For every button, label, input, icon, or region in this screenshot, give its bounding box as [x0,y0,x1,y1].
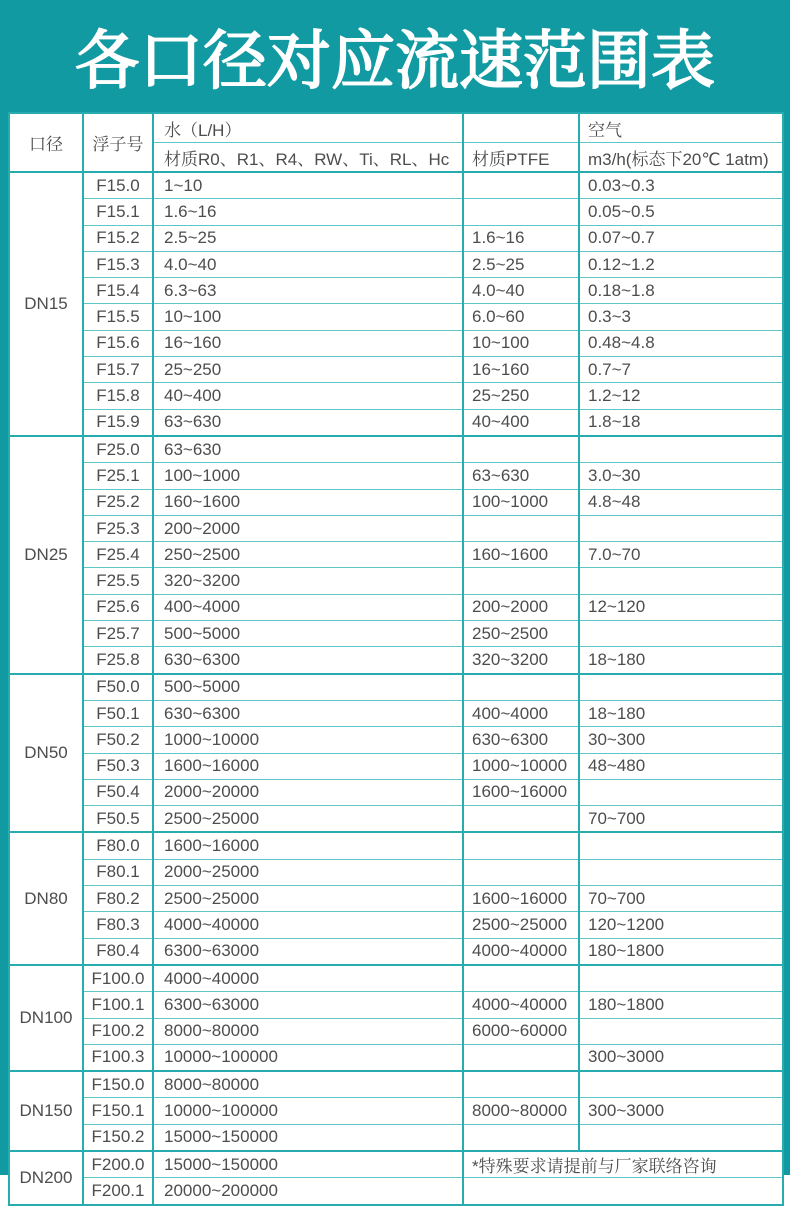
float-no-cell: F100.0 [83,965,153,992]
water-cell: 8000~80000 [153,1071,463,1098]
air-cell [579,859,783,885]
air-cell: 4.8~48 [579,489,783,515]
ptfe-cell: 4.0~40 [463,278,579,304]
diameter-cell: DN15 [9,172,83,436]
merged-empty-cell [463,1178,783,1205]
ptfe-cell: 1.6~16 [463,225,579,251]
water-cell: 20000~200000 [153,1178,463,1205]
ptfe-cell: 10~100 [463,330,579,356]
header-ptfe-spacer [463,113,579,143]
ptfe-cell [463,1044,579,1071]
ptfe-cell: 40~400 [463,409,579,436]
flow-range-table [8,112,784,1206]
diameter-cell: DN200 [9,1151,83,1205]
air-cell: 300~3000 [579,1098,783,1124]
water-cell: 1.6~16 [153,199,463,225]
table-row [9,357,783,383]
float-no-cell: F15.5 [83,304,153,330]
float-no-cell: F80.4 [83,938,153,965]
table-row [9,489,783,515]
table-row [9,330,783,356]
water-cell: 630~6300 [153,700,463,726]
ptfe-cell: 1600~16000 [463,779,579,805]
float-no-cell: F25.8 [83,647,153,674]
air-cell: 48~480 [579,753,783,779]
air-cell: 0.48~4.8 [579,330,783,356]
water-cell: 100~1000 [153,463,463,489]
float-no-cell: F50.4 [83,779,153,805]
float-no-cell: F100.2 [83,1018,153,1044]
water-cell: 500~5000 [153,621,463,647]
ptfe-cell: 100~1000 [463,489,579,515]
ptfe-cell: 2500~25000 [463,912,579,938]
ptfe-cell: 2.5~25 [463,251,579,277]
water-cell: 16~160 [153,330,463,356]
ptfe-cell: 16~160 [463,357,579,383]
table-row [9,594,783,620]
table-row [9,938,783,965]
ptfe-cell: 4000~40000 [463,938,579,965]
air-cell: 3.0~30 [579,463,783,489]
float-no-cell: F80.2 [83,886,153,912]
ptfe-cell [463,515,579,541]
water-cell: 6.3~63 [153,278,463,304]
water-cell: 1600~16000 [153,753,463,779]
float-no-cell: F100.3 [83,1044,153,1071]
water-cell: 2000~20000 [153,779,463,805]
float-no-cell: F15.4 [83,278,153,304]
table-row [9,753,783,779]
float-no-cell: F25.2 [83,489,153,515]
header-float-no: 浮子号 [83,113,153,172]
float-no-cell: F15.3 [83,251,153,277]
air-cell: 70~700 [579,806,783,833]
water-cell: 160~1600 [153,489,463,515]
table-row [9,463,783,489]
float-no-cell: F15.2 [83,225,153,251]
table-row [9,568,783,594]
air-cell: 0.05~0.5 [579,199,783,225]
water-cell: 1600~16000 [153,832,463,859]
ptfe-cell [463,965,579,992]
ptfe-cell [463,568,579,594]
float-no-cell: F150.2 [83,1124,153,1151]
water-cell: 63~630 [153,436,463,463]
air-cell [579,568,783,594]
page-title: 各口径对应流速范围表 [75,25,715,97]
ptfe-cell: 400~4000 [463,700,579,726]
table-row [9,1071,783,1098]
float-no-cell: F15.6 [83,330,153,356]
water-cell: 10~100 [153,304,463,330]
water-cell: 4000~40000 [153,965,463,992]
diameter-cell: DN80 [9,832,83,964]
table-row [9,886,783,912]
air-cell: 7.0~70 [579,542,783,568]
ptfe-cell [463,806,579,833]
air-cell: 12~120 [579,594,783,620]
header-water-group: 水（L/H） [153,113,463,143]
water-cell: 15000~150000 [153,1124,463,1151]
water-cell: 10000~100000 [153,1098,463,1124]
ptfe-cell [463,859,579,885]
table-row [9,542,783,568]
air-cell: 0.18~1.8 [579,278,783,304]
ptfe-cell: 25~250 [463,383,579,409]
float-no-cell: F25.4 [83,542,153,568]
table-row [9,779,783,805]
table-row [9,859,783,885]
table-row [9,278,783,304]
header-air-unit: m3/h(标态下20℃ 1atm) [579,143,783,173]
ptfe-cell: 4000~40000 [463,992,579,1018]
water-cell: 15000~150000 [153,1151,463,1178]
header-diameter: 口径 [9,113,83,172]
water-cell: 2500~25000 [153,886,463,912]
ptfe-cell: 250~2500 [463,621,579,647]
water-cell: 40~400 [153,383,463,409]
air-cell [579,965,783,992]
table-row [9,700,783,726]
water-cell: 10000~100000 [153,1044,463,1071]
table-row [9,225,783,251]
water-cell: 1000~10000 [153,727,463,753]
diameter-cell: DN50 [9,674,83,833]
air-cell: 180~1800 [579,938,783,965]
float-no-cell: F25.6 [83,594,153,620]
float-no-cell: F100.1 [83,992,153,1018]
ptfe-cell [463,1071,579,1098]
water-cell: 4000~40000 [153,912,463,938]
air-cell [579,436,783,463]
float-no-cell: F50.3 [83,753,153,779]
float-no-cell: F80.1 [83,859,153,885]
diameter-cell: DN100 [9,965,83,1071]
ptfe-cell [463,674,579,701]
header-water-materials: 材质R0、R1、R4、RW、Ti、RL、Hc [153,143,463,173]
water-cell: 320~3200 [153,568,463,594]
table-row [9,992,783,1018]
air-cell: 0.3~3 [579,304,783,330]
float-no-cell: F150.0 [83,1071,153,1098]
water-cell: 630~6300 [153,647,463,674]
ptfe-cell: 320~3200 [463,647,579,674]
air-cell [579,1124,783,1151]
table-row [9,965,783,992]
float-no-cell: F150.1 [83,1098,153,1124]
float-no-cell: F50.1 [83,700,153,726]
header-row-groups [9,113,783,143]
ptfe-cell: 6000~60000 [463,1018,579,1044]
air-cell [579,674,783,701]
water-cell: 250~2500 [153,542,463,568]
air-cell: 0.07~0.7 [579,225,783,251]
ptfe-cell [463,1124,579,1151]
air-cell: 120~1200 [579,912,783,938]
air-cell: 30~300 [579,727,783,753]
air-cell: 180~1800 [579,992,783,1018]
table-row [9,172,783,199]
table-row [9,1151,783,1178]
ptfe-cell [463,832,579,859]
diameter-cell: DN150 [9,1071,83,1151]
air-cell: 0.03~0.3 [579,172,783,199]
table-row [9,383,783,409]
air-cell: 1.2~12 [579,383,783,409]
header-ptfe-material: 材质PTFE [463,143,579,173]
water-cell: 8000~80000 [153,1018,463,1044]
water-cell: 63~630 [153,409,463,436]
ptfe-cell: 630~6300 [463,727,579,753]
table-row [9,806,783,833]
note-cell: *特殊要求请提前与厂家联络咨询 [463,1151,783,1178]
float-no-cell: F50.5 [83,806,153,833]
table-row [9,621,783,647]
header-air-group: 空气 [579,113,783,143]
table-row [9,304,783,330]
water-cell: 2.5~25 [153,225,463,251]
air-cell: 0.12~1.2 [579,251,783,277]
ptfe-cell [463,436,579,463]
water-cell: 500~5000 [153,674,463,701]
table-row [9,1124,783,1151]
table-row [9,1018,783,1044]
ptfe-cell: 63~630 [463,463,579,489]
air-cell [579,1018,783,1044]
air-cell: 1.8~18 [579,409,783,436]
ptfe-cell: 160~1600 [463,542,579,568]
float-no-cell: F25.0 [83,436,153,463]
table-row [9,1178,783,1205]
air-cell: 18~180 [579,700,783,726]
table-row [9,727,783,753]
table-row [9,647,783,674]
float-no-cell: F25.3 [83,515,153,541]
table-row [9,199,783,225]
float-no-cell: F50.0 [83,674,153,701]
air-cell [579,515,783,541]
ptfe-cell [463,172,579,199]
air-cell: 18~180 [579,647,783,674]
water-cell: 200~2000 [153,515,463,541]
air-cell [579,621,783,647]
table-header [9,113,783,172]
table-row [9,1044,783,1071]
water-cell: 1~10 [153,172,463,199]
water-cell: 400~4000 [153,594,463,620]
table-row [9,1098,783,1124]
float-no-cell: F25.7 [83,621,153,647]
table-row [9,912,783,938]
float-no-cell: F25.5 [83,568,153,594]
ptfe-cell [463,199,579,225]
water-cell: 4.0~40 [153,251,463,277]
water-cell: 25~250 [153,357,463,383]
table-row [9,436,783,463]
air-cell: 70~700 [579,886,783,912]
ptfe-cell: 1000~10000 [463,753,579,779]
air-cell: 300~3000 [579,1044,783,1071]
table-row [9,409,783,436]
water-cell: 6300~63000 [153,938,463,965]
float-no-cell: F15.7 [83,357,153,383]
ptfe-cell: 200~2000 [463,594,579,620]
float-no-cell: F15.0 [83,172,153,199]
air-cell [579,779,783,805]
float-no-cell: F25.1 [83,463,153,489]
float-no-cell: F50.2 [83,727,153,753]
water-cell: 2000~25000 [153,859,463,885]
float-no-cell: F15.9 [83,409,153,436]
diameter-cell: DN25 [9,436,83,674]
ptfe-cell: 6.0~60 [463,304,579,330]
table-row [9,251,783,277]
ptfe-cell: 8000~80000 [463,1098,579,1124]
table-body [9,172,783,1205]
table-row [9,674,783,701]
float-no-cell: F200.0 [83,1151,153,1178]
float-no-cell: F80.0 [83,832,153,859]
ptfe-cell: 1600~16000 [463,886,579,912]
table-row [9,832,783,859]
table-row [9,515,783,541]
water-cell: 6300~63000 [153,992,463,1018]
water-cell: 2500~25000 [153,806,463,833]
float-no-cell: F15.8 [83,383,153,409]
float-no-cell: F15.1 [83,199,153,225]
float-no-cell: F200.1 [83,1178,153,1205]
air-cell: 0.7~7 [579,357,783,383]
float-no-cell: F80.3 [83,912,153,938]
air-cell [579,832,783,859]
air-cell [579,1071,783,1098]
